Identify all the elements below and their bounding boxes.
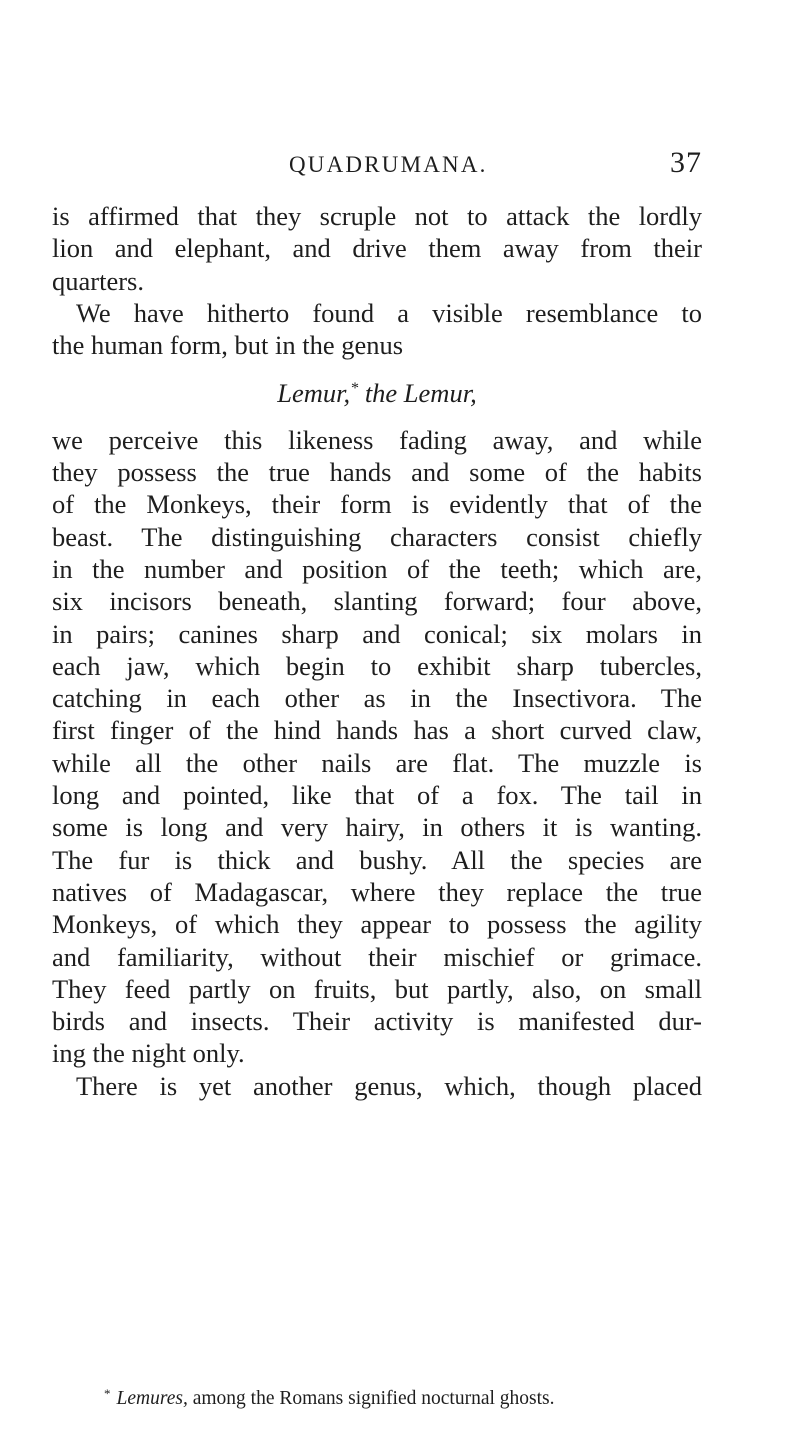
text-line: of the Monkeys, their form is evidently that of the	[52, 489, 702, 520]
text-line: beast. The distinguishing characters consist chiefly	[52, 521, 702, 552]
text-line: in pairs; canines sharp and conical; six molars in	[52, 618, 702, 649]
genus-heading	[52, 373, 702, 409]
page-number: 37	[670, 146, 702, 179]
footnote-term: Lemures,	[116, 1388, 188, 1409]
text-line: some is long and very hairy, in others it is wanting.	[52, 812, 702, 843]
paragraph-1	[52, 200, 702, 297]
text-line: in the number and position of the teeth; which are,	[52, 553, 702, 584]
text-line: is affirmed that they scruple not to attack the lordly	[52, 201, 702, 231]
paragraph-4	[52, 1070, 702, 1102]
text-line: We have hitherto found a visible resemblance to	[76, 297, 702, 328]
text-line: quarters.	[52, 265, 144, 296]
running-title: QUADRUMANA.	[289, 152, 488, 177]
text-line: catching in each other as in the Insectivora. The	[52, 683, 702, 714]
text-line: and familiarity, without their mischief or grimace.	[52, 941, 702, 972]
genus-name: Lemur,	[277, 378, 351, 409]
text-line: while all the other nails are flat. The muzzle is	[52, 747, 702, 778]
text-line: six incisors beneath, slanting forward; four above,	[52, 586, 702, 617]
text-line: long and pointed, like that of a fox. The tail in	[52, 780, 702, 811]
text-line: first finger of the hind hands has a short curved claw,	[52, 715, 702, 746]
paragraph-2	[52, 297, 702, 362]
text-line: we perceive this likeness fading away, and while	[52, 424, 702, 455]
footnote	[104, 1382, 704, 1411]
text-line: There is yet another genus, which, though placed	[76, 1070, 702, 1101]
text-line: the human form, but in the genus	[52, 330, 404, 361]
text-line: each jaw, which begin to exhibit sharp tubercles,	[52, 650, 702, 681]
footnote-marker: *	[104, 1386, 111, 1401]
footnote-text: among the Romans signified nocturnal ghosts.	[187, 1388, 555, 1409]
genus-common-name: the Lemur,	[364, 378, 477, 409]
text-line: They feed partly on fruits, but partly, also, on small	[52, 973, 702, 1004]
text-line: lion and elephant, and drive them away from their	[52, 233, 702, 264]
text-line: birds and insects. Their activity is manifested dur-	[52, 1006, 702, 1037]
text-line: they possess the true hands and some of the habits	[52, 457, 702, 488]
body-text	[52, 200, 702, 1102]
running-head	[52, 146, 702, 186]
text-line: The fur is thick and bushy. All the species are	[52, 844, 702, 875]
text-line: Monkeys, of which they appear to possess the agility	[52, 909, 702, 940]
text-line: ing the night only.	[52, 1038, 245, 1069]
footnote-reference: *	[350, 380, 359, 398]
text-line: natives of Madagascar, where they replace the true	[52, 876, 702, 907]
paragraph-3	[52, 424, 702, 1070]
